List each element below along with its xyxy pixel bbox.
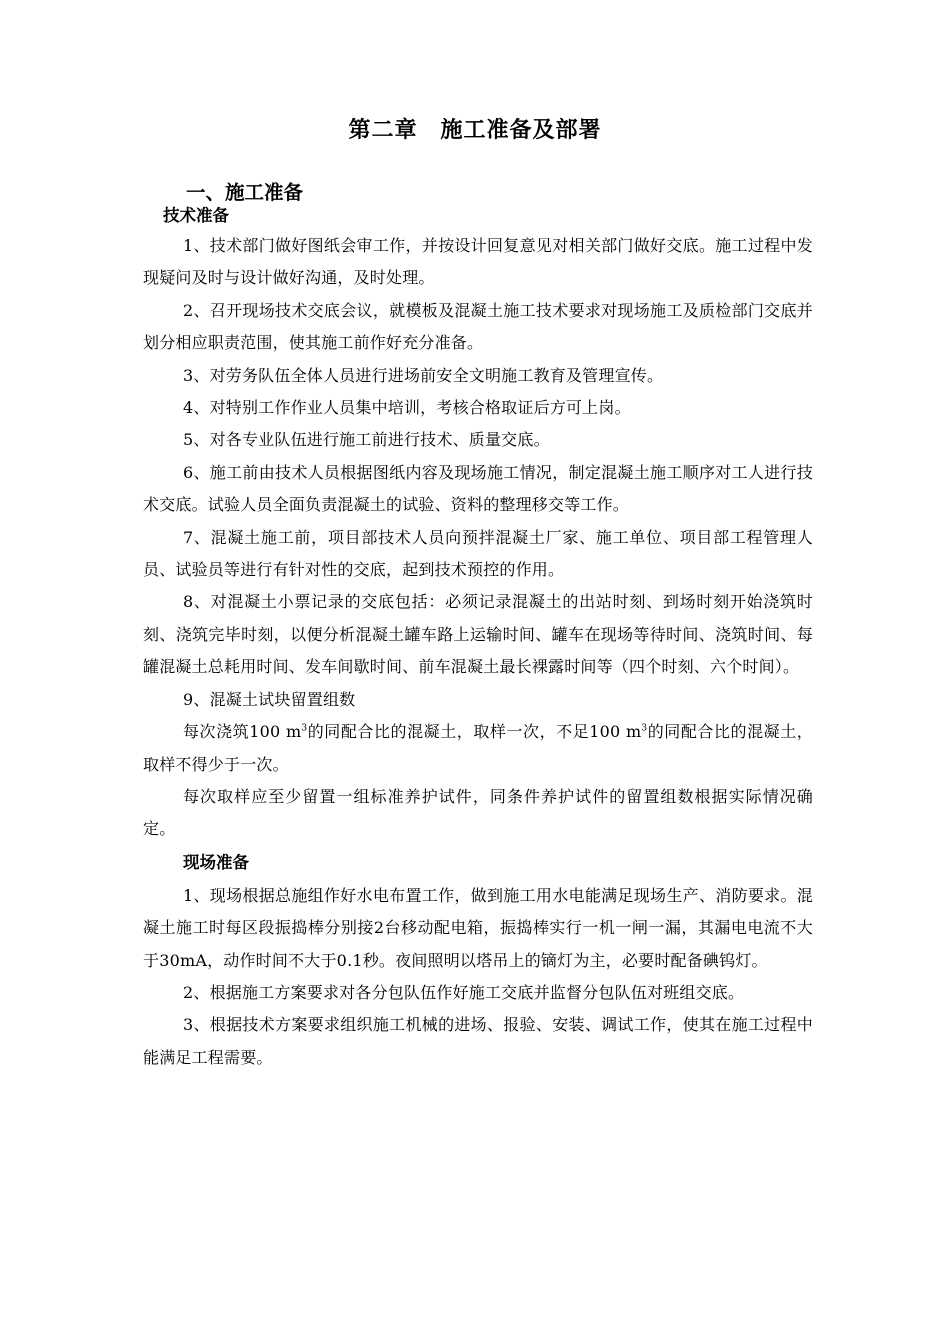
sampling-rule-text: 每次浇筑100 m <box>183 722 302 742</box>
document-body <box>143 202 813 1074</box>
technical-item: 8、对混凝土小票记录的交底包括：必须记录混凝土的出站时刻、到场时刻开始浇筑时刻、浇筑完毕时刻，以便分析混凝土罐车路上运输时间、罐车在现场等待时间、浇筑时间、每罐混凝土总耗用时间、发车间歇时间、前车混凝土最长裸露时间等（四个时刻、六个时间）。 <box>143 592 813 677</box>
cubic-superscript: 3 <box>641 723 648 734</box>
cubic-superscript: 3 <box>301 723 308 734</box>
technical-item: 4、对特别工作作业人员集中培训，考核合格取证后方可上岗。 <box>183 398 631 418</box>
technical-item: 5、对各专业队伍进行施工前进行技术、质量交底。 <box>183 430 550 450</box>
section-title: 一、施工准备 <box>186 181 304 204</box>
technical-item: 9、混凝土试块留置组数 <box>183 689 356 709</box>
technical-item: 2、召开现场技术交底会议，就模板及混凝土施工技术要求对现场施工及质检部门交底并划分相应职责范围，使其施工前作好充分准备。 <box>143 300 813 353</box>
technical-item: 1、技术部门做好图纸会审工作，并按设计回复意见对相关部门做好交底。施工过程中发现疑问及时与设计做好沟通，及时处理。 <box>143 236 813 288</box>
sampling-rule-text: 的同配合比的混凝土，取样一次，不足100 m <box>307 722 642 742</box>
technical-item: 7、混凝土施工前，项目部技术人员向预拌混凝土厂家、施工单位、项目部工程管理人员、试验员等进行有针对性的交底，起到技术预控的作用。 <box>143 527 813 580</box>
subsection-heading-site: 现场准备 <box>183 852 249 872</box>
site-item: 2、根据施工方案要求对各分包队伍作好施工交底并监督分包队伍对班组交底。 <box>183 982 745 1002</box>
sampling-rule-paragraph-2: 每次取样应至少留置一组标准养护试件，同条件养护试件的留置组数根据实际情况确定。 <box>143 786 813 839</box>
site-item: 1、现场根据总施组作好水电布置工作，做到施工用水电能满足现场生产、消防要求。混凝土施工时每区段振捣棒分别接2台移动配电箱，振捣棒实行一机一闸一漏，其漏电电流不大于30mA，动作时间不大于0.1秒。夜间照明以塔吊上的镝灯为主，必要时配备碘钨灯。 <box>143 885 813 970</box>
technical-item: 3、对劳务队伍全体人员进行进场前安全文明施工教育及管理宣传。 <box>183 365 664 385</box>
sampling-rule-text: 的同配合比的混凝土，取样不得少于一次。 <box>143 722 813 774</box>
chapter-title: 第二章 施工准备及部署 <box>348 118 602 143</box>
sampling-rule-paragraph <box>143 716 813 781</box>
technical-item: 6、施工前由技术人员根据图纸内容及现场施工情况，制定混凝土施工顺序对工人进行技术交底。试验人员全面负责混凝土的试验、资料的整理移交等工作。 <box>143 462 813 515</box>
site-item: 3、根据技术方案要求组织施工机械的进场、报验、安装、调试工作，使其在施工过程中能满足工程需要。 <box>143 1015 813 1067</box>
subsection-heading-technical: 技术准备 <box>163 206 229 225</box>
